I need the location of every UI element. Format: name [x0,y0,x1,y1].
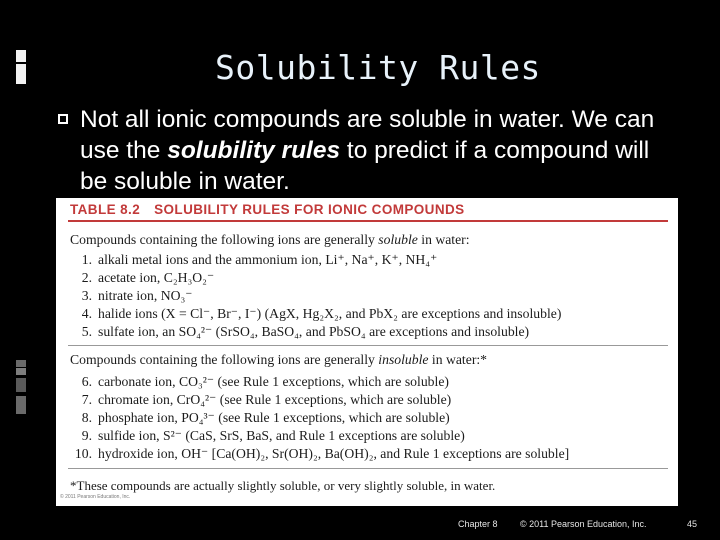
table-footnote: *These compounds are actually slightly soluble, or very slightly soluble, in water. [70,478,496,493]
rule-row: 10. hydroxide ion, OH⁻ [Ca(OH)₂, Sr(OH)₂, Ba(OH)₂, and Rule 1 exceptions are soluble] [74,446,570,461]
rule-row: 5. sulfate ion, an SO₄²⁻ (SrSO₄, BaSO₄, and PbSO₄ are exceptions and insoluble) [81,324,530,339]
slide-title: Solubility Rules [215,48,541,87]
accent-bar [16,378,26,392]
table-title: SOLUBILITY RULES FOR IONIC COMPOUNDS [154,202,465,217]
rule-row: 7. chromate ion, CrO₄²⁻ (see Rule 1 exceptions, which are soluble) [81,392,452,407]
solubility-table [56,198,678,506]
insoluble-header: Compounds containing the following ions are generally insoluble in water:* [70,352,488,367]
rule-row: 9. sulfide ion, S²⁻ (CaS, SrS, BaS, and Rule 1 exceptions are soluble) [81,428,465,443]
table-divider [68,468,668,469]
table-top-rule [68,220,668,222]
accent-bar [16,360,26,367]
soluble-header: Compounds containing the following ions are generally soluble in water: [70,232,470,247]
bullet-point [80,104,680,197]
rule-row: 8. phosphate ion, PO₄³⁻ (see Rule 1 exceptions, which are soluble) [81,410,450,425]
table-heading [70,202,465,217]
rule-row: 4. halide ions (X = Cl⁻, Br⁻, I⁻) (AgX, Hg₂X₂, and PbX₂ are exceptions and insoluble) [81,306,562,321]
bullet-square-icon [58,114,68,124]
table-divider [68,345,668,346]
footer-page-number: 45 [687,519,698,529]
bullet-emphasis: solubility rules [167,137,341,164]
accent-bar [16,368,26,375]
accent-bar [16,396,26,414]
rule-row: 2. acetate ion, C₂H₃O₂⁻ [81,270,215,285]
footer-chapter: Chapter 8 [458,519,498,529]
table-label: TABLE 8.2 [70,202,141,217]
rule-row: 6. carbonate ion, CO₃²⁻ (see Rule 1 exceptions, which are soluble) [81,374,449,389]
table-credit: © 2011 Pearson Education, Inc. [60,494,131,500]
rule-row: 3. nitrate ion, NO₃⁻ [81,288,193,303]
bullet-text-part1: Not all ionic compounds are soluble in water. We can use the [80,106,655,164]
rule-row: 1. alkali metal ions and the ammonium ion, Li⁺, Na⁺, K⁺, NH₄⁺ [81,252,438,267]
bullet-text-part2: to predict if a compound will be soluble in water. [80,137,650,195]
footer-copyright: © 2011 Pearson Education, Inc. [520,519,647,529]
